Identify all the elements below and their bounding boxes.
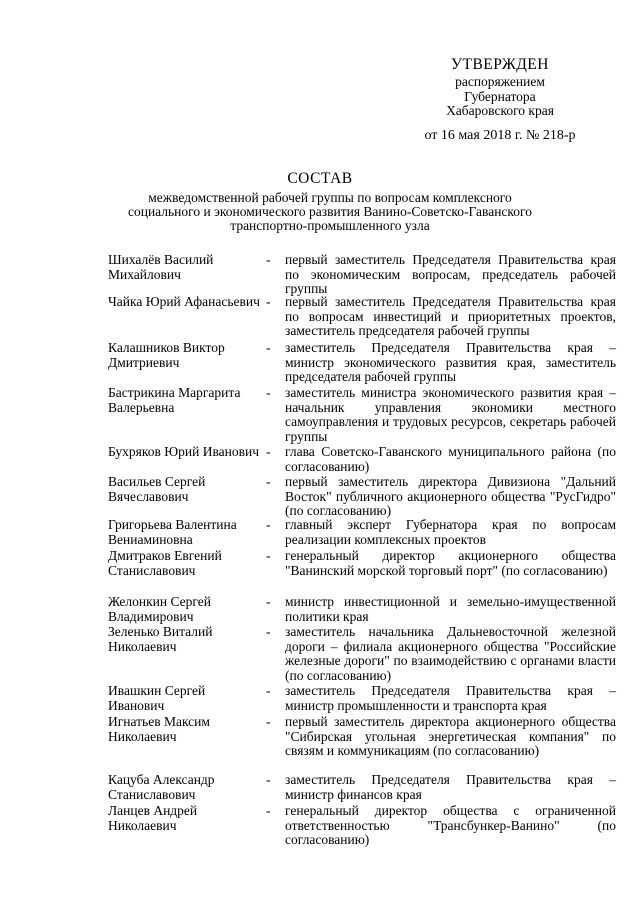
member-name: Бухряков Юрий Иванович <box>108 444 259 459</box>
member-dash: - <box>266 624 271 639</box>
approval-block <box>400 55 600 145</box>
member-dash: - <box>266 252 271 267</box>
member-name: Зеленько Виталий Николаевич <box>108 624 213 654</box>
member-position: первый заместитель Председателя Правительства края по экономическим вопросам, председатель рабочей группы <box>285 252 616 296</box>
document-title: СОСТАВ <box>287 170 353 187</box>
member-dash: - <box>266 444 271 459</box>
member-name: Ланцев Андрей Николаевич <box>108 803 198 833</box>
member-name: Васильев Сергей Вячеславович <box>108 474 206 504</box>
member-dash: - <box>266 385 271 400</box>
member-dash: - <box>266 517 271 532</box>
member-dash: - <box>266 594 271 609</box>
approval-line-2: Губернатора <box>464 88 536 104</box>
member-position: генеральный директор акционерного общества "Ванинский морской торговый порт" (по согласованию) <box>285 548 616 578</box>
document-subtitle: межведомственной рабочей группы по вопросам комплексного социального и экономического развития Ванино-Советско-Гаванского транспортно-промышленного узла <box>127 190 532 233</box>
member-dash: - <box>266 340 271 355</box>
member-name: Дмитраков Евгений Станиславович <box>108 548 222 578</box>
member-dash: - <box>266 294 271 309</box>
approved-heading: УТВЕРЖДЕН <box>451 56 549 73</box>
member-position: первый заместитель директора Дивизиона "Дальний Восток" публичного акционерного общества "РусГидро" (по согласованию) <box>285 474 616 518</box>
approval-line-3: Хабаровского края <box>446 103 554 118</box>
member-name: Бастрикина Маргарита Валерьевна <box>108 385 241 415</box>
member-dash: - <box>266 714 271 729</box>
member-position: генеральный директор общества с ограниченной ответственностью "Трансбункер-Ванино" (по согласованию) <box>285 803 616 847</box>
member-dash: - <box>266 548 271 563</box>
approval-date: от 16 мая 2018 г. № 218-р <box>424 127 576 143</box>
member-name: Игнатьев Максим Николаевич <box>108 714 210 744</box>
member-position: глава Советско-Гаванского муниципального района (по согласованию) <box>285 444 616 474</box>
member-dash: - <box>266 772 271 787</box>
member-position: министр инвестиционной и земельно-имущественной политики края <box>285 594 616 624</box>
member-dash: - <box>266 474 271 489</box>
member-position: первый заместитель Председателя Правительства края по вопросам инвестиций и приоритетных проектов, заместитель председателя рабочей группы <box>285 294 616 338</box>
member-position: заместитель Председателя Правительства края – министр финансов края <box>285 772 616 802</box>
member-name: Григорьева Валентина Вениаминовна <box>108 517 237 547</box>
member-name: Шихалёв Василий Михайлович <box>108 252 214 282</box>
member-position: заместитель Председателя Правительства края – министр промышленности и транспорта края <box>285 683 616 713</box>
member-name: Ивашкин Сергей Иванович <box>108 683 206 713</box>
member-dash: - <box>266 683 271 698</box>
member-name: Чайка Юрий Афанасьевич <box>108 294 260 309</box>
member-position: заместитель Председателя Правительства края – министр экономического развития края, заместитель председателя рабочей группы <box>285 340 616 384</box>
member-dash: - <box>266 803 271 818</box>
member-position: заместитель министра экономического развития края – начальник управления экономики местного самоуправления и трудовых ресурсов, секретарь рабочей группы <box>285 385 616 444</box>
member-name: Кацуба Александр Станиславович <box>108 772 215 802</box>
member-position: заместитель начальника Дальневосточной железной дороги – филиала акционерного общества "Российские железные дороги" по взаимодействию с органами власти (по согласованию) <box>285 624 616 683</box>
member-position: главный эксперт Губернатора края по вопросам реализации комплексных проектов <box>285 517 616 547</box>
approval-line-1: распоряжением <box>455 74 545 89</box>
member-name: Желонкин Сергей Владимирович <box>108 594 211 624</box>
member-position: первый заместитель директора акционерного общества "Сибирская угольная энергетическая компания" по связям и коммуникациям (по согласованию) <box>285 714 616 758</box>
member-name: Калашников Виктор Дмитриевич <box>108 340 225 370</box>
